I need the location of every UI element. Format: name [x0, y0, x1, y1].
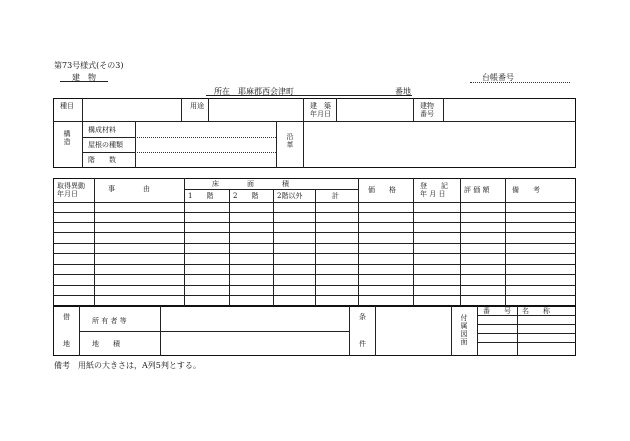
divider [315, 189, 316, 306]
register-date-header: 登 記 年 月 日 [420, 182, 448, 198]
footnote: 備考 用紙の大きさは，A列5判とする。 [54, 361, 201, 370]
divider [460, 178, 461, 306]
remarks-header: 備 考 [512, 186, 540, 194]
divider [82, 137, 135, 138]
condition-label-bottom: 件 [359, 340, 366, 348]
use-label: 用途 [190, 102, 204, 110]
history-label: 沿革 [286, 133, 294, 149]
divider [229, 189, 230, 306]
building-number-label: 建物 番号 [420, 102, 434, 118]
divider [79, 331, 349, 332]
divider [413, 98, 414, 121]
built-date-label: 建 築 年月日 [310, 102, 331, 118]
divider [273, 189, 274, 306]
divider [82, 152, 135, 153]
divider [358, 178, 359, 306]
reason-header: 事 由 [108, 185, 150, 193]
divider [181, 98, 182, 121]
divider [477, 315, 576, 316]
location-underline [206, 95, 412, 96]
floor-area-header: 床 面 積 [212, 180, 289, 188]
floor2-header: 2 階 [233, 192, 259, 200]
number-header: 番 号 [483, 307, 511, 315]
total-header: 計 [332, 192, 339, 200]
divider [505, 178, 506, 306]
category-label: 建 物 [72, 73, 96, 82]
other-floors-header: 2階以外 [277, 192, 303, 200]
category-underline [60, 81, 108, 82]
materials-field[interactable] [135, 137, 276, 138]
divider [184, 178, 185, 306]
table-row [53, 232, 576, 233]
land-label: 地 [63, 340, 70, 348]
name-header: 名 称 [522, 307, 550, 315]
divider [53, 121, 576, 122]
table-row [53, 253, 576, 254]
lease-label: 借 [63, 313, 70, 321]
divider [443, 98, 444, 121]
owner-label: 所 有 者 等 [92, 317, 127, 325]
divider [517, 306, 518, 356]
location-lot-label: 番地 [395, 87, 411, 96]
structure-label: 構造 [63, 130, 71, 146]
divider [349, 306, 350, 356]
ledger-number-field[interactable] [470, 82, 570, 83]
divider [477, 333, 576, 334]
divider [477, 342, 576, 343]
divider [375, 306, 376, 356]
table-row [53, 222, 576, 223]
divider [135, 121, 136, 168]
divider [477, 306, 478, 356]
appraisal-header: 評 価 額 [464, 186, 490, 194]
roof-field[interactable] [135, 152, 276, 153]
table-row [53, 212, 576, 213]
divider [82, 98, 83, 121]
condition-label-top: 条 [359, 313, 366, 321]
kind-label: 種目 [60, 102, 74, 110]
location-label: 所在 [214, 87, 230, 96]
floors-label: 階 数 [88, 156, 116, 164]
divider [184, 189, 358, 190]
ledger-number-label: 台帳番号 [482, 73, 514, 82]
divider [82, 121, 83, 168]
divider [451, 306, 452, 356]
table-row [53, 274, 576, 275]
attached-drawings-label: 付属図面 [460, 314, 468, 346]
table-row [53, 285, 576, 286]
divider [303, 98, 304, 121]
form-number: 第73号様式(その3) [54, 61, 124, 70]
divider [94, 178, 95, 306]
divider [477, 324, 576, 325]
table-row [53, 264, 576, 265]
location-place: 耶麻郡西会津町 [238, 87, 294, 96]
roof-label: 屋根の種類 [88, 141, 123, 149]
table-row [53, 243, 576, 244]
divider [336, 98, 337, 121]
change-date-header: 取得異動 年月日 [57, 182, 85, 198]
divider [303, 121, 304, 168]
table-row [53, 295, 576, 296]
divider [413, 178, 414, 306]
materials-label: 構成材料 [88, 126, 116, 134]
divider [276, 121, 277, 168]
floor1-header: 1 階 [188, 192, 214, 200]
divider [208, 98, 209, 121]
price-header: 価 格 [368, 186, 396, 194]
land-area-label: 地 積 [92, 340, 120, 348]
